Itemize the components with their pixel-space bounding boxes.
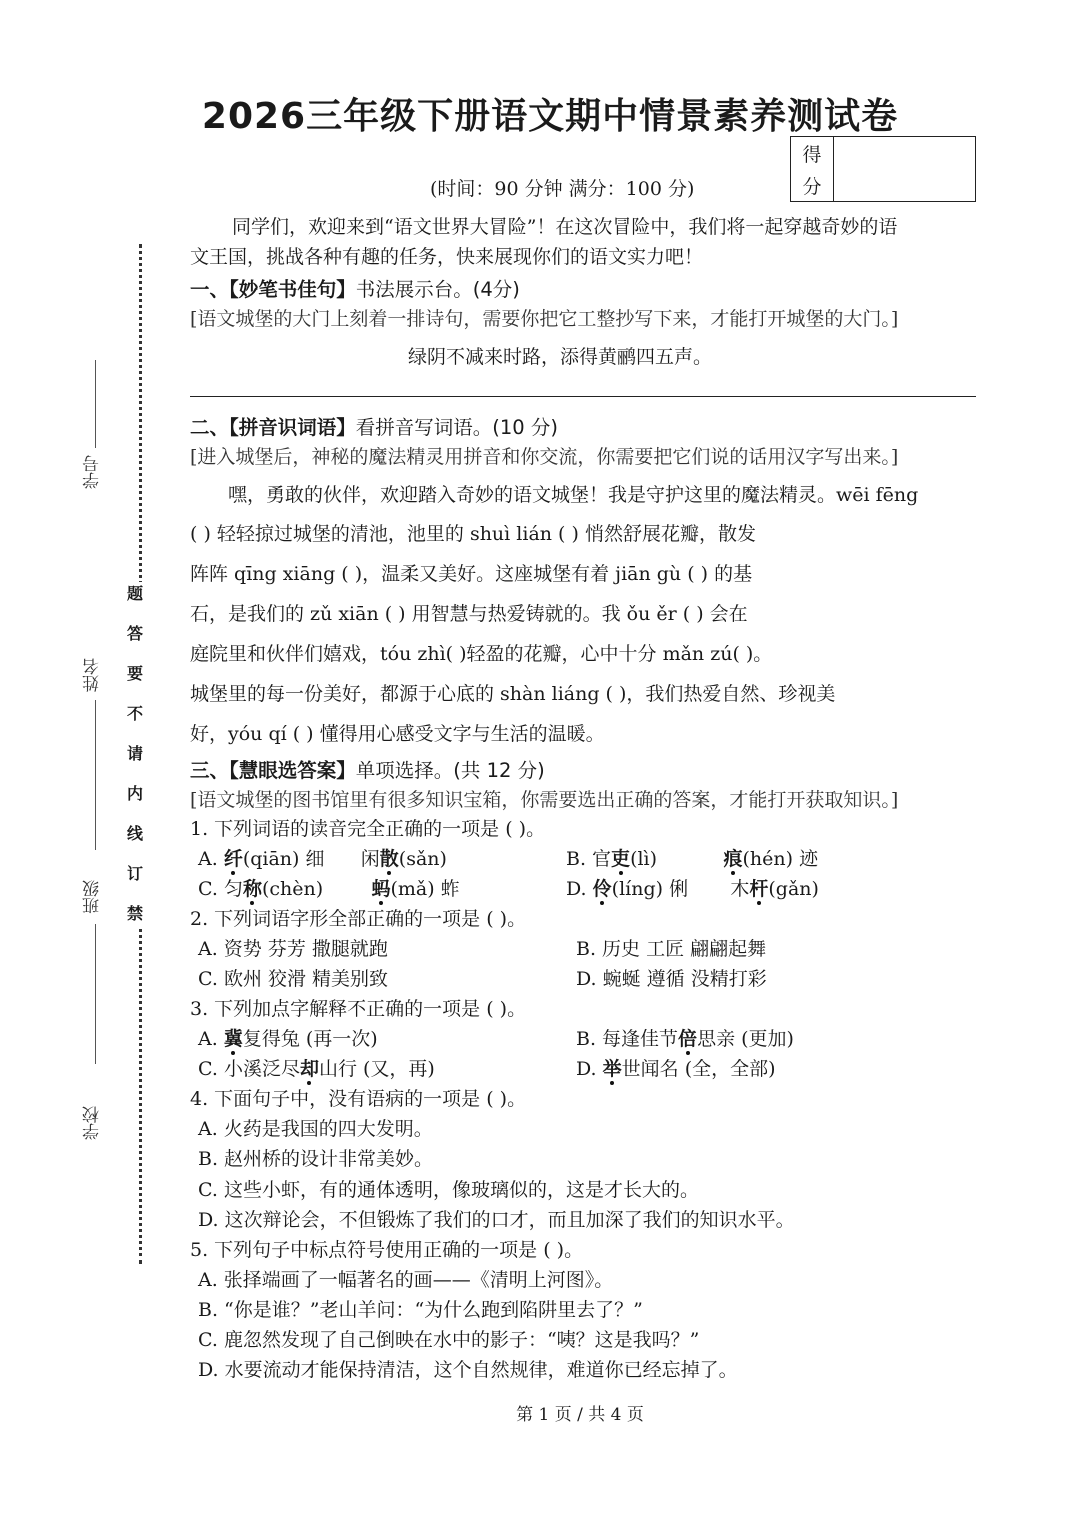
- option-1c[interactable]: C. 匀称(chèn) 蚂(mǎ) 蚱: [198, 878, 460, 900]
- intro-line-2: 文王国，挑战各种有趣的任务，快来展现你们的语文实力吧！: [190, 246, 704, 268]
- option-2d[interactable]: D. 蜿蜒 遵循 没精打彩: [576, 968, 767, 990]
- option-1d[interactable]: D. 伶(líng) 俐 木杆(gǎn): [566, 878, 819, 900]
- option-1a[interactable]: A. 纤(qiān) 细 闲散(sǎn): [198, 848, 447, 870]
- score-box: [790, 136, 976, 202]
- option-4d[interactable]: D. 这次辩论会，不但锻炼了我们的口才，而且加深了我们的知识水平。: [198, 1209, 795, 1231]
- pinyin-passage-line: 石，是我们的 zǔ xiān ( ) 用智慧与热爱铸就的。我 ǒu ěr ( ) 会在: [190, 603, 748, 625]
- option-2a[interactable]: A. 资势 芬芳 撒腿就跑: [198, 938, 388, 960]
- option-5c[interactable]: C. 鹿忽然发现了自己倒映在水中的影子：“咦？这是我吗？”: [198, 1329, 700, 1351]
- score-field[interactable]: [834, 137, 975, 201]
- option-3a[interactable]: A. 冀复得兔 (再一次): [198, 1028, 378, 1050]
- option-5b[interactable]: B. “你是谁？”老山羊问：“为什么跑到陷阱里去了？”: [198, 1299, 643, 1321]
- pinyin-passage-line: 庭院里和伙伴们嬉戏，tóu zhì( )轻盈的花瓣，心中十分 mǎn zú( )。: [190, 643, 773, 665]
- pinyin-passage-line: 阵阵 qīng xiāng ( )，温柔又美好。这座城堡有着 jiān gù ( ) 的基: [190, 563, 753, 585]
- option-3c[interactable]: C. 小溪泛尽却山行 (又，再): [198, 1058, 435, 1080]
- pinyin-passage-line: 嘿，勇敢的伙伴，欢迎踏入奇妙的语文城堡！我是守护这里的魔法精灵。wēi fēng: [228, 484, 919, 506]
- option-2c[interactable]: C. 欧州 狡滑 精美别致: [198, 968, 389, 990]
- student-id-label: 学号: [83, 455, 103, 489]
- option-5d[interactable]: D. 水要流动才能保持清洁，这个自然规律，难道你已经忘掉了。: [198, 1359, 738, 1381]
- class-label: 班级: [83, 880, 103, 914]
- poem-line: 绿阴不减来时路，添得黄鹂四五声。: [408, 346, 713, 368]
- question-2-stem: 2. 下列词语字形全部正确的一项是 ( )。: [190, 908, 527, 930]
- copy-answer-line[interactable]: [190, 396, 976, 397]
- option-1b[interactable]: B. 官吏(lì) 痕(hén) 迹: [566, 848, 819, 870]
- intro-line-1: 同学们，欢迎来到“语文世界大冒险”！在这次冒险中，我们将一起穿越奇妙的语: [232, 216, 898, 238]
- option-4c[interactable]: C. 这些小虾，有的通体透明，像玻璃似的，这是才长大的。: [198, 1179, 699, 1201]
- section3-hint: [语文城堡的图书馆里有很多知识宝箱，你需要选出正确的答案，才能打开获取知识。]: [190, 789, 899, 811]
- option-4a[interactable]: A. 火药是我国的四大发明。: [198, 1118, 433, 1140]
- page-number: 第 1 页 / 共 4 页: [516, 1405, 644, 1425]
- option-3d[interactable]: D. 举世闻名 (全，全部): [576, 1058, 776, 1080]
- option-3b[interactable]: B. 每逢佳节倍思亲 (更加): [576, 1028, 794, 1050]
- pinyin-passage-line: ( ) 轻轻掠过城堡的清池，池里的 shuì lián ( ) 悄然舒展花瓣，散发: [190, 523, 756, 545]
- school-label: 学校: [83, 1106, 103, 1140]
- binding-warning: 题 答 要 不 请 内 线 订 禁: [127, 582, 143, 926]
- question-4-stem: 4. 下面句子中，没有语病的一项是 ( )。: [190, 1088, 527, 1110]
- section1-heading: 一、【妙笔书佳句】书法展示台。(4分): [190, 278, 520, 301]
- page-title: 2026三年级下册语文期中情景素养测试卷: [201, 96, 899, 137]
- question-1-stem: 1. 下列词语的读音完全正确的一项是 ( )。: [190, 818, 546, 840]
- section1-hint: [语文城堡的大门上刻着一排诗句，需要你把它工整抄写下来，才能打开城堡的大门。]: [190, 308, 899, 330]
- pinyin-passage-line: 城堡里的每一份美好，都源于心底的 shàn liáng ( )，我们热爱自然、珍视美: [190, 683, 836, 705]
- section2-heading: 二、【拼音识词语】看拼音写词语。(10 分): [190, 416, 558, 439]
- option-2b[interactable]: B. 历史 工匠 翩翩起舞: [576, 938, 767, 960]
- option-5a[interactable]: A. 张择端画了一幅著名的画——《清明上河图》。: [198, 1269, 614, 1291]
- option-4b[interactable]: B. 赵州桥的设计非常美妙。: [198, 1148, 434, 1170]
- section3-heading: 三、【慧眼选答案】单项选择。(共 12 分): [190, 759, 545, 782]
- pinyin-passage-line: 好，yóu qí ( ) 懂得用心感受文字与生活的温暖。: [190, 723, 605, 745]
- student-id-line[interactable]: [95, 360, 96, 448]
- section2-hint: [进入城堡后，神秘的魔法精灵用拼音和你交流，你需要把它们说的话用汉字写出来。]: [190, 446, 899, 468]
- time-info: (时间：90 分钟 满分：100 分): [430, 178, 695, 200]
- class-line[interactable]: [95, 924, 96, 1064]
- name-label: 姓名: [83, 658, 103, 692]
- question-5-stem: 5. 下列句子中标点符号使用正确的一项是 ( )。: [190, 1239, 584, 1261]
- question-3-stem: 3. 下列加点字解释不正确的一项是 ( )。: [190, 998, 527, 1020]
- name-line[interactable]: [95, 700, 96, 850]
- score-label: 得 分: [791, 137, 834, 201]
